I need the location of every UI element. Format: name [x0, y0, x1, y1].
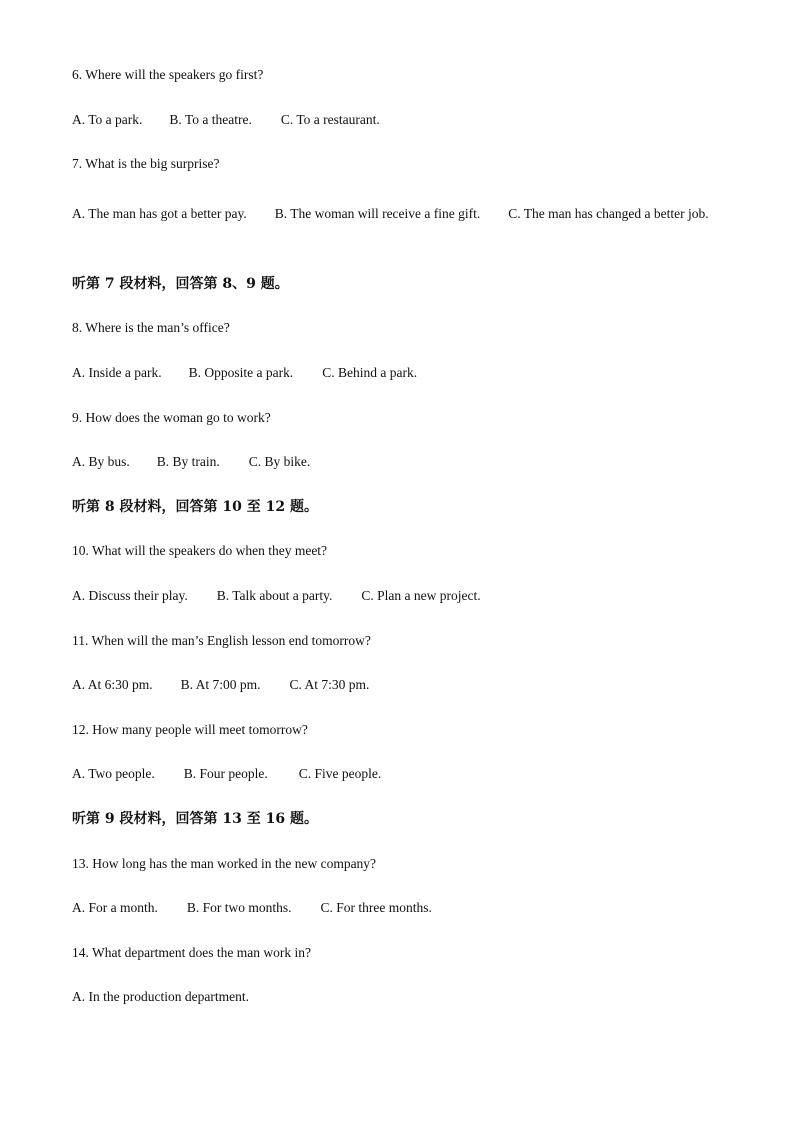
answer-options — [72, 986, 732, 1031]
answer-option: A. For a month. — [72, 900, 158, 916]
answer-option: C. Behind a park. — [322, 364, 418, 380]
section-heading: 听第 9 段材料，回答第 13 至 16 题。 — [72, 810, 318, 827]
answer-option: C. By bike. — [248, 454, 311, 470]
answer-option: C. For three months. — [320, 900, 432, 916]
answer-options — [72, 109, 732, 154]
question-text: 12. How many people will meet tomorrow? — [72, 721, 308, 737]
answer-option: A. By bus. — [72, 454, 130, 470]
answer-option: B. At 7:00 pm. — [180, 677, 261, 693]
answer-option: A. Two people. — [72, 766, 155, 782]
section-heading: 听第 7 段材料，回答第 8、9 题。 — [72, 275, 289, 292]
answer-options — [72, 897, 732, 942]
question-text: 10. What will the speakers do when they meet? — [72, 543, 328, 559]
answer-options — [72, 198, 732, 273]
question-text: 14. What department does the man work in? — [72, 944, 311, 960]
answer-option: B. Talk about a party. — [216, 587, 333, 603]
answer-option: A. At 6:30 pm. — [72, 677, 153, 693]
answer-options — [72, 763, 732, 808]
answer-option: A. The man has got a better pay. — [72, 205, 247, 221]
answer-option: B. The woman will receive a fine gift. — [274, 205, 481, 221]
answer-option: B. Opposite a park. — [188, 364, 294, 380]
answer-option: C. At 7:30 pm. — [289, 677, 370, 693]
answer-option: C. Plan a new project. — [361, 587, 481, 603]
answer-options — [72, 362, 732, 407]
question-text: 11. When will the man’s English lesson end tomorrow? — [72, 632, 371, 648]
answer-options — [72, 674, 732, 719]
section-heading: 听第 8 段材料，回答第 10 至 12 题。 — [72, 498, 318, 515]
question-text: 6. Where will the speakers go first? — [72, 67, 264, 82]
answer-option: B. Four people. — [183, 766, 268, 782]
answer-option: A. To a park. — [72, 111, 143, 127]
question-text: 9. How does the woman go to work? — [72, 409, 271, 425]
question-list — [72, 64, 732, 1031]
answer-option: A. Inside a park. — [72, 364, 162, 380]
question-text: 7. What is the big surprise? — [72, 156, 220, 172]
answer-option: B. To a theatre. — [169, 111, 252, 127]
answer-options — [72, 451, 732, 496]
answer-options — [72, 585, 732, 630]
answer-option: C. To a restaurant. — [280, 111, 380, 127]
answer-option: B. For two months. — [186, 900, 292, 916]
question-text: 8. Where is the man’s office? — [72, 320, 230, 336]
question-text: 13. How long has the man worked in the new company? — [72, 855, 377, 871]
answer-option: B. By train. — [156, 454, 220, 470]
answer-option: C. The man has changed a better job. — [508, 205, 709, 221]
answer-option: A. In the production department. — [72, 989, 249, 1005]
answer-option: A. Discuss their play. — [72, 587, 188, 603]
answer-option: C. Five people. — [298, 766, 382, 782]
